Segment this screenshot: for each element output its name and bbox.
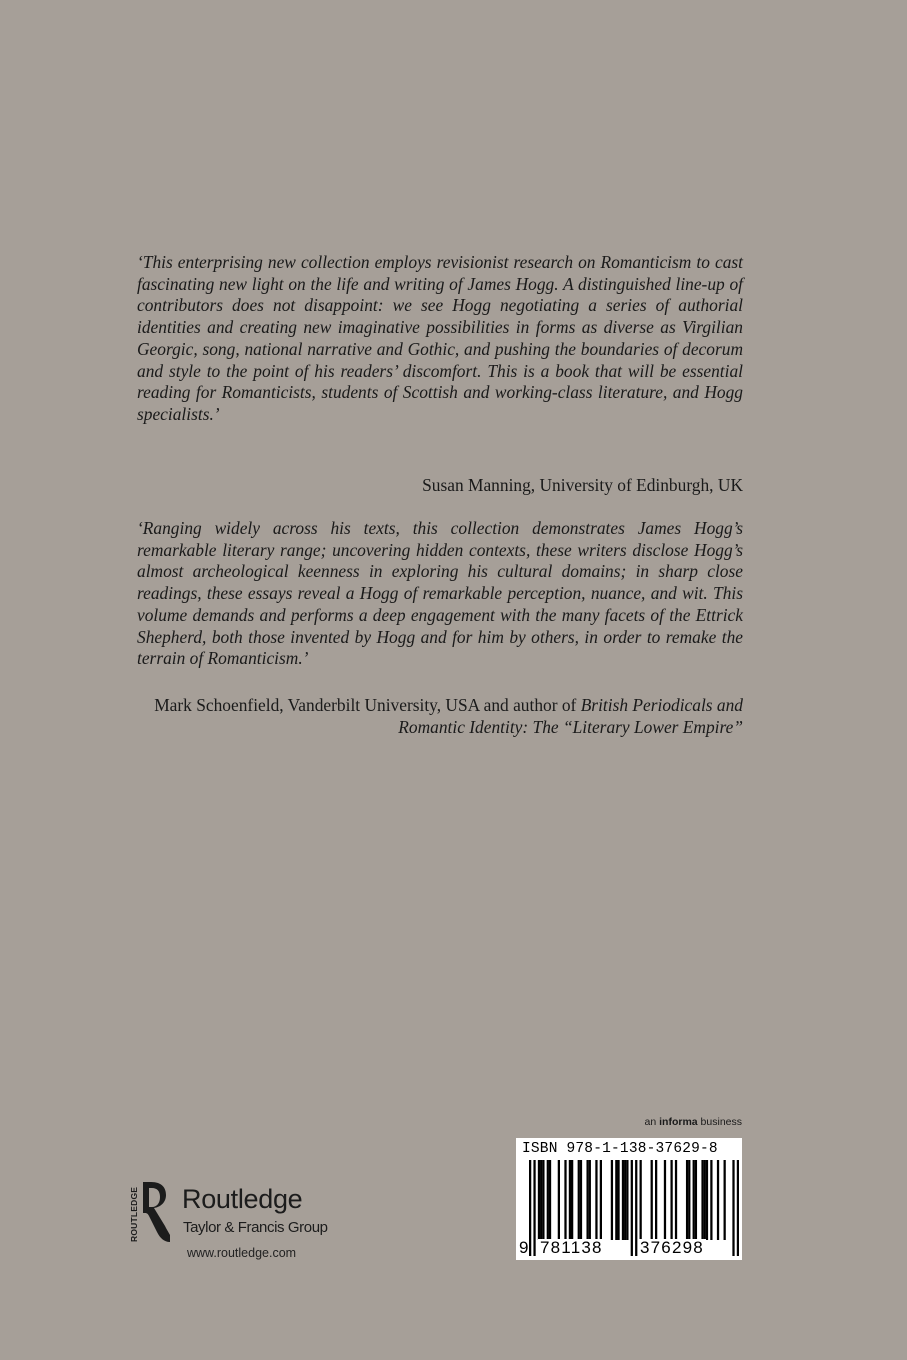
- logo-vertical-text: ROUTLEDGE: [129, 1186, 139, 1242]
- barcode-bar: [631, 1160, 633, 1256]
- informa-brand: informa: [659, 1116, 698, 1128]
- endorsement-quote-1: ‘This enterprising new collection employs revisionist research on Romanticism to cast fascinating new light on the life and writing of James Hogg. A distinguished line-up of contributors does not disappoint: we see Hogg negotiating a series of authorial identities and creating new imaginative possibilities in forms as diverse as Virgilian Georgic, song, national narrative and Gothic, and pushing the boundaries of decorum and style to the point of his readers’ discomfort. This is a book that will be essential reading for Romanticists, students of Scottish and working-class literature, and Hogg specialists.’: [137, 252, 743, 424]
- barcode-bar: [670, 1160, 672, 1240]
- barcode-bar: [615, 1160, 617, 1240]
- publisher-name: Routledge: [182, 1184, 303, 1214]
- ean-right-digits: 376298: [640, 1238, 704, 1257]
- barcode-bar: [626, 1160, 628, 1240]
- attribution-author: Mark Schoenfield, Vanderbilt University, USA and author of: [154, 695, 581, 715]
- barcode-bar: [737, 1160, 739, 1256]
- barcode-bar: [664, 1160, 666, 1240]
- barcode-bar: [558, 1160, 560, 1240]
- endorsement-attribution-1: Susan Manning, University of Edinburgh, UK: [422, 475, 743, 495]
- endorsement-attribution-2: [137, 695, 743, 738]
- barcode-bar: [675, 1160, 677, 1240]
- isbn-label: ISBN 978-1-138-37629-8: [522, 1141, 718, 1157]
- barcode-bar: [569, 1160, 571, 1240]
- barcode-bar: [571, 1160, 573, 1240]
- barcode-bar: [533, 1160, 535, 1256]
- barcode-bar: [717, 1160, 719, 1240]
- barcode-bar: [622, 1160, 624, 1240]
- barcode-bar: [624, 1160, 626, 1240]
- barcode-bar: [611, 1160, 613, 1240]
- barcode-bar: [549, 1160, 551, 1240]
- barcode-bar: [547, 1160, 549, 1240]
- barcode-bar: [695, 1160, 697, 1240]
- barcode-bar: [538, 1160, 540, 1240]
- attribution-book-title: British Periodicals and Romantic Identity: The “Literary Lower Empire”: [398, 695, 743, 737]
- barcode-bar: [589, 1160, 591, 1240]
- barcode-bar: [701, 1160, 703, 1240]
- barcode-bar: [686, 1160, 688, 1240]
- barcode-bar: [595, 1160, 597, 1240]
- barcode-bar: [640, 1160, 642, 1240]
- barcode-bar: [732, 1160, 734, 1256]
- barcode-bar: [693, 1160, 695, 1240]
- barcode-bar: [540, 1160, 542, 1240]
- barcode-bar: [586, 1160, 588, 1240]
- barcode-bar: [600, 1160, 602, 1240]
- publisher-group: Taylor & Francis Group: [183, 1219, 328, 1236]
- barcode-bar: [688, 1160, 690, 1240]
- informa-business-line: an informa business: [644, 1116, 742, 1128]
- publisher-url[interactable]: www.routledge.com: [187, 1246, 297, 1260]
- barcode-bar: [704, 1160, 706, 1240]
- barcode-bar: [578, 1160, 580, 1240]
- barcode-bar: [529, 1160, 531, 1256]
- routledge-r-icon: [126, 1180, 170, 1244]
- endorsement-quote-2: ‘Ranging widely across his texts, this collection demonstrates James Hogg’s remarkable literary range; uncovering hidden contexts, these writers disclose Hogg’s almost archeological keenness in exploring his cultural domains; in sharp close readings, these essays reveal a Hogg of remarkable perception, nuance, and wit. This volume demands and performs a deep engagement with the many facets of the Ettrick Shepherd, both those invented by Hogg and for him by others, in order to remake the terrain of Romanticism.’: [137, 518, 743, 669]
- ean-left-digits: 781138: [540, 1238, 603, 1257]
- barcode-bar: [655, 1160, 657, 1240]
- barcode-bar: [580, 1160, 582, 1240]
- barcode-bar: [617, 1160, 619, 1240]
- barcode-bar: [542, 1160, 544, 1240]
- ean-first-digit: 9: [519, 1238, 529, 1257]
- barcode-bar: [710, 1160, 712, 1240]
- barcode-bar: [706, 1160, 708, 1240]
- barcode-bar: [564, 1160, 566, 1240]
- barcode-bar: [724, 1160, 726, 1240]
- barcode-bar: [651, 1160, 653, 1240]
